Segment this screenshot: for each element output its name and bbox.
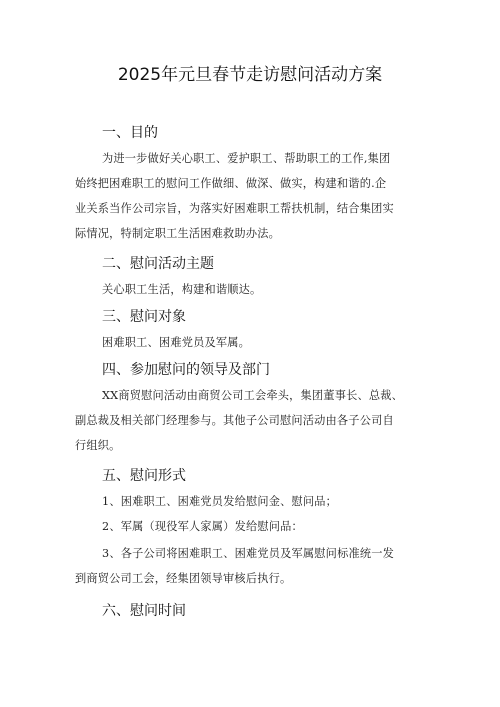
paragraph-line: 始终把困难职工的慰问工作做细、做深、做实，构建和谐的.企 [75,177,387,190]
section-heading-form: 五、慰问形式 [102,468,186,484]
paragraph-line: 困难职工、困难党员及军属。 [102,336,251,349]
paragraph-line: 行组织。 [75,439,121,452]
section-heading-purpose: 一、目的 [102,125,158,141]
paragraph-line: 到商贸公司工会，经集团领导审核后执行。 [75,572,292,585]
paragraph-line: 际情况，特制定职工生活困难救助办法。 [75,227,280,240]
paragraph-line: 关心职工生活，构建和谐顺达。 [102,283,262,296]
section-heading-target: 三、慰问对象 [102,309,186,325]
paragraph-line: 1、困难职工、困难党员发给慰问金、慰问品； [102,495,338,508]
paragraph-line: 2、军属（现役军人家属）发给慰问品： [102,520,303,533]
document-title: 2025年元旦春节走访慰问活动方案 [117,65,383,85]
paragraph-line: 业关系当作公司宗旨，为落实好困难职工帮扶机制，结合集团实 [75,202,394,215]
section-heading-leaders: 四、参加慰问的领导及部门 [102,362,270,378]
paragraph-line: XX商贸慰问活动由商贸公司工会牵头，集团董事长、总裁、 [102,389,404,402]
paragraph-line: 副总裁及相关部门经理参与。其他子公司慰问活动由各子公司自 [75,414,394,427]
paragraph-line: 3、各子公司将困难职工、困难党员及军属慰问标准统一发 [102,547,395,560]
section-heading-time: 六、慰问时间 [102,603,186,619]
section-heading-theme: 二、慰问活动主题 [102,256,214,272]
paragraph-line: 为进一步做好关心职工、爱护职工、帮助职工的工作,集团 [102,152,391,165]
